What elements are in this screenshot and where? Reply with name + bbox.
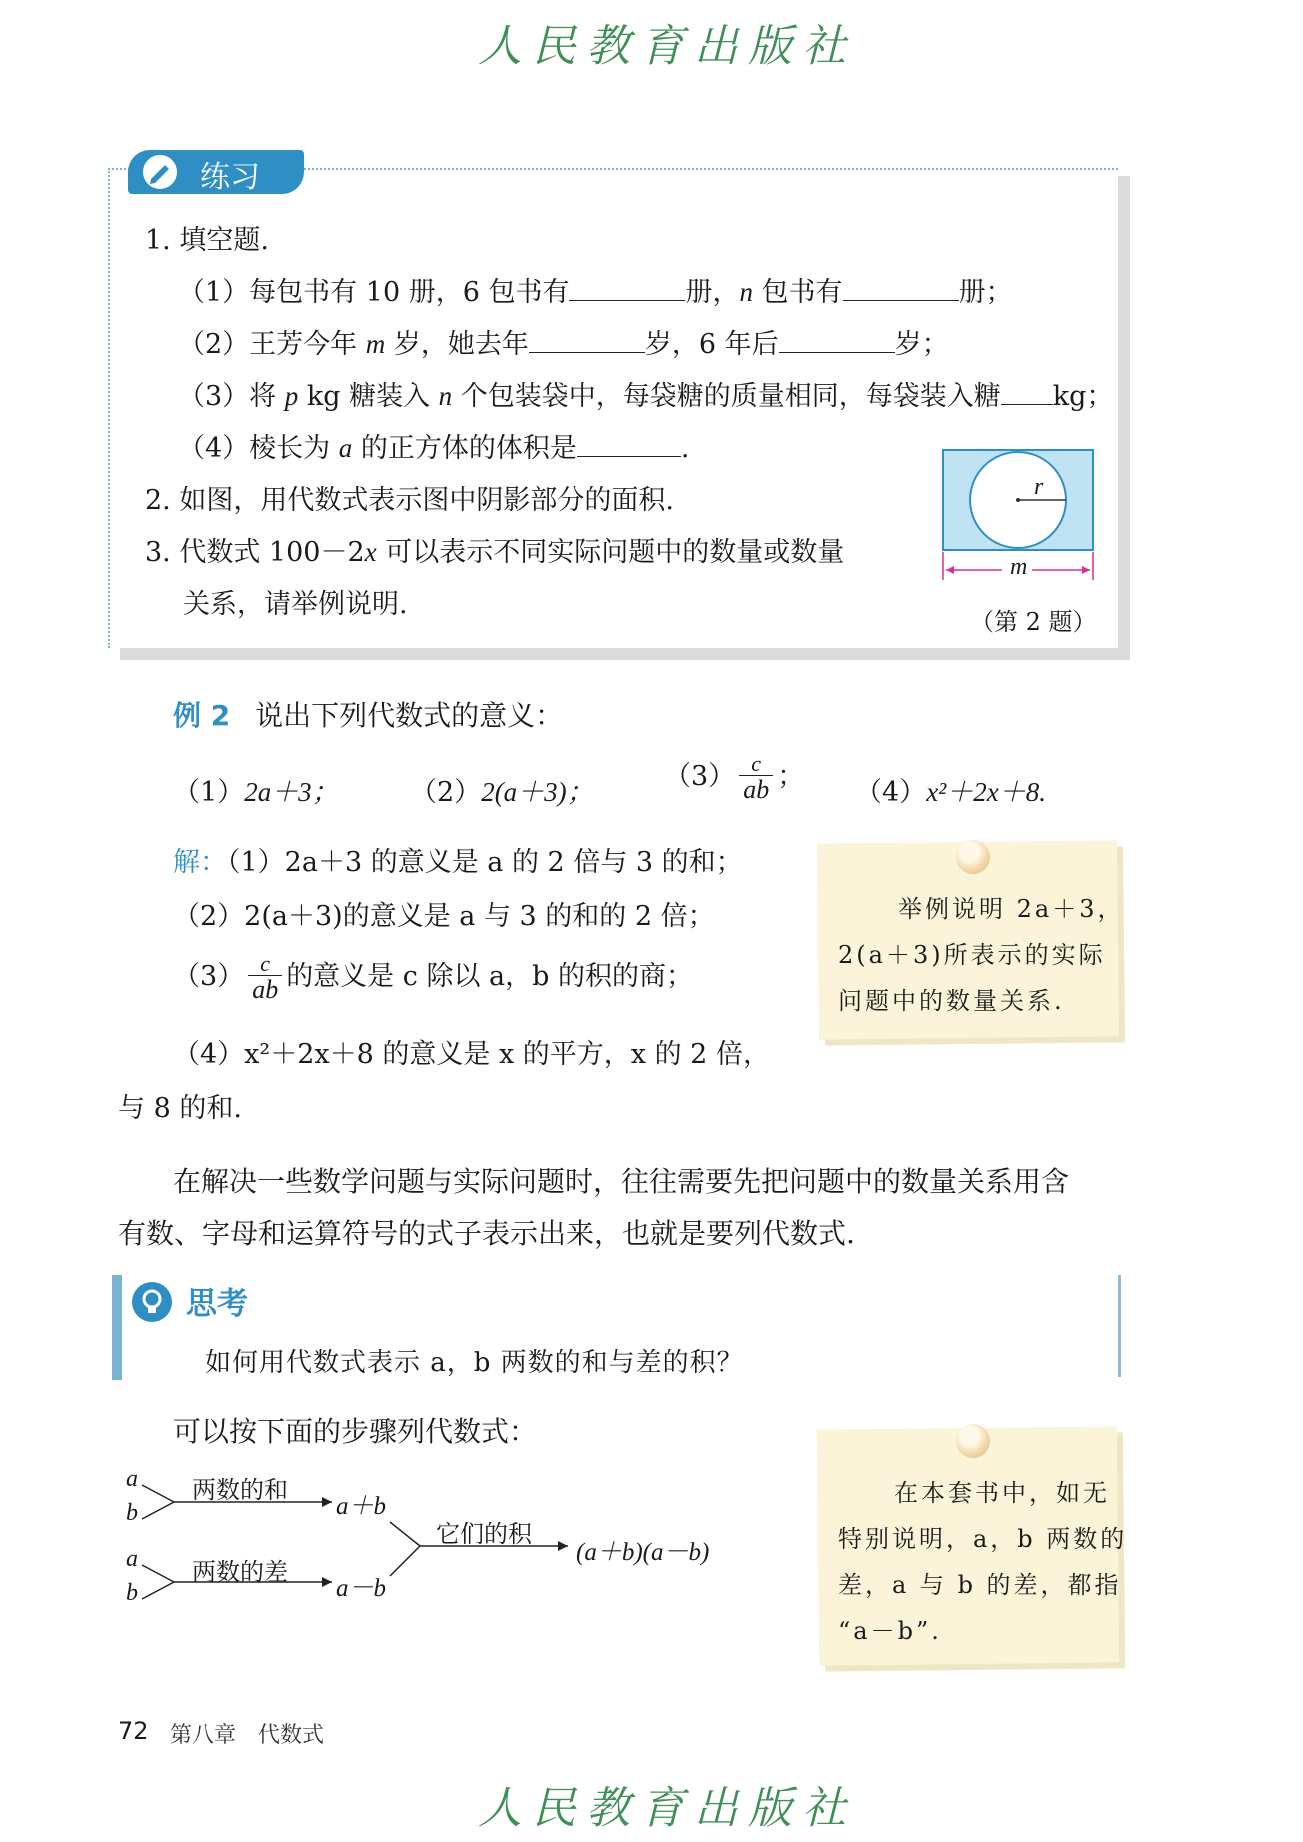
item-number: （4） [855, 777, 927, 808]
figure-label-r: r [1034, 474, 1044, 500]
note-line: “a－b”. [838, 1617, 942, 1645]
exercise-tab-label: 练习 [200, 160, 260, 195]
q1-1-mid2: 包书有 [752, 277, 843, 308]
solution-label: 解： [173, 847, 227, 878]
q1-4-prefix: （4）棱长为 [178, 433, 339, 464]
punctuation: ； [777, 761, 805, 793]
question-1-3 [178, 374, 1113, 413]
var-p: p [284, 381, 299, 411]
example-item-4 [855, 770, 1046, 809]
q1-4-suffix: . [680, 433, 690, 464]
think-question: 如何用代数式表示 a，b 两数的和与差的积？ [205, 1348, 744, 1378]
think-bar [112, 1275, 122, 1380]
paragraph-line-1: 在解决一些数学问题与实际问题时，往往需要先把问题中的数量关系用含 [173, 1165, 1070, 1198]
note-2-text [838, 1470, 1127, 1654]
question-2: 2. 如图，用代数式表示图中阴影部分的面积. [145, 485, 674, 516]
expression: x²＋2x＋8. [926, 777, 1046, 807]
q1-1-mid: 册， [685, 277, 740, 308]
question-1-4 [178, 426, 689, 465]
var-m: m [365, 329, 386, 359]
numerator: c [739, 752, 773, 776]
publisher-header: 人民教育出版社 [478, 21, 856, 72]
solution-text: （1）2a＋3 的意义是 a 的 2 倍与 3 的和； [227, 847, 743, 878]
chapter-title: 第八章 代数式 [170, 1723, 325, 1748]
note-line: 2(a＋3)所表示的实际 [838, 941, 1106, 969]
diagram-product-result: (a＋b)(a－b) [576, 1539, 710, 1566]
note-line: 在本套书中，如无 [894, 1479, 1110, 1507]
q1-2-suffix: 岁； [894, 329, 949, 360]
q1-2-prefix: （2）王芳今年 [178, 329, 366, 360]
answer-blank [529, 326, 645, 353]
figure-label-m: m [1010, 554, 1028, 580]
diagram-a2: a [126, 1546, 138, 1572]
diagram-b2: b [126, 1580, 138, 1606]
answer-blank [843, 274, 959, 301]
solution-3 [173, 952, 693, 1003]
q3-b: 可以表示不同实际问题中的数量或数量 [376, 537, 845, 568]
item-number: （1） [173, 777, 245, 808]
q1-3-mid: 糖装入 [340, 381, 439, 412]
expression: 2(a＋3)； [481, 777, 594, 807]
note-line: 举例说明 2a＋3， [898, 895, 1125, 923]
note-line: 问题中的数量关系. [838, 987, 1065, 1015]
diagram-a1: a [126, 1466, 138, 1492]
expression: 2a＋3； [244, 777, 339, 807]
question-1-title: 1. 填空题. [145, 225, 269, 256]
pushpin-icon [956, 840, 990, 874]
answer-blank [779, 326, 895, 353]
pencil-icon [140, 152, 180, 192]
q1-3-unit: kg [298, 381, 341, 412]
denominator: ab [743, 775, 770, 805]
item-number: （3） [664, 761, 736, 793]
example-heading [173, 694, 563, 734]
answer-blank [569, 274, 685, 301]
numerator: c [248, 952, 282, 976]
fraction [739, 752, 773, 803]
steps-intro: 可以按下面的步骤列代数式： [173, 1415, 538, 1448]
diagram-product-label: 它们的积 [436, 1520, 532, 1548]
q1-4-mid: 的正方体的体积是 [352, 433, 577, 464]
question-1-1 [178, 270, 1013, 309]
q1-3-prefix: （3）将 [178, 381, 285, 412]
example-item-3 [664, 752, 804, 803]
publisher-footer: 人民教育出版社 [478, 1783, 856, 1834]
denominator: ab [252, 975, 279, 1005]
think-title: 思考 [186, 1286, 248, 1322]
diagram-diff-result: a－b [336, 1575, 387, 1602]
var-a: a [338, 433, 353, 463]
lightbulb-icon [132, 1282, 172, 1322]
figure-caption: （第 2 题） [970, 608, 1097, 636]
diagram-sum-result: a＋b [336, 1493, 387, 1520]
q1-1-suffix: 册； [958, 277, 1013, 308]
q3-a: 3. 代数式 100－2 [145, 537, 365, 568]
diagram-b1: b [126, 1500, 138, 1526]
question-1-2 [178, 322, 949, 361]
q1-3-mid2: 个包装袋中，每袋糖的质量相同，每袋装入糖 [452, 381, 1001, 412]
solution-1 [173, 840, 743, 879]
example-item-2 [410, 770, 594, 809]
var-x: x [364, 537, 377, 567]
note-1-text [838, 886, 1124, 1024]
question-3-cont: 关系，请举例说明. [183, 589, 408, 620]
var-n: n [438, 381, 453, 411]
q1-3-suffix: kg； [1052, 381, 1114, 412]
item-number: （2） [410, 777, 482, 808]
q1-2-mid2: 岁，6 年后 [644, 329, 779, 360]
diagram-sum-label: 两数的和 [192, 1476, 288, 1504]
fraction [248, 952, 282, 1003]
page-number: 72 [118, 1717, 149, 1745]
example-label: 例 2 [173, 699, 231, 732]
note-line: 特别说明，a，b 两数的 [838, 1525, 1128, 1553]
item-number: （3） [173, 961, 245, 993]
answer-blank [577, 430, 681, 457]
var-n: n [739, 277, 753, 307]
diagram-diff-label: 两数的差 [192, 1558, 288, 1586]
example-title: 说出下列代数式的意义： [255, 699, 564, 732]
question-3 [145, 530, 844, 569]
pushpin-icon [956, 1424, 990, 1458]
q1-2-mid: 岁，她去年 [385, 329, 529, 360]
think-border-right [1118, 1275, 1121, 1377]
solution-2: （2）2(a＋3)的意义是 a 与 3 的和的 2 倍； [173, 901, 715, 932]
paragraph-line-2: 有数、字母和运算符号的式子表示出来，也就是要列代数式. [118, 1217, 855, 1250]
answer-blank [1001, 378, 1053, 405]
example-item-1 [173, 770, 339, 809]
note-line: 差，a 与 b 的差，都指 [838, 1571, 1122, 1599]
solution-text: 的意义是 c 除以 a，b 的积的商； [286, 961, 694, 993]
solution-4: （4）x²＋2x＋8 的意义是 x 的平方，x 的 2 倍， [173, 1039, 770, 1070]
solution-4-cont: 与 8 的和. [118, 1093, 242, 1124]
q1-1-prefix: （1）每包书有 10 册，6 包书有 [178, 277, 570, 308]
